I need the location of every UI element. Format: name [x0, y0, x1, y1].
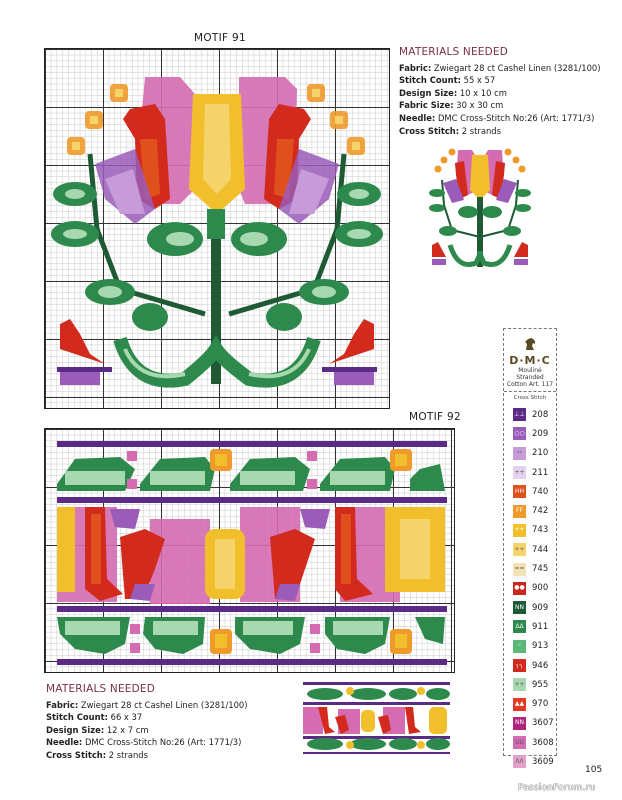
legend-item-970: [504, 694, 556, 713]
color-swatch-icon: ▲▲: [513, 698, 526, 711]
thread-code: 740: [532, 486, 549, 497]
materials-91-heading: MATERIALS NEEDED: [399, 46, 509, 58]
color-swatch-icon: ⊥⊥: [513, 408, 526, 421]
thread-legend: [503, 328, 557, 767]
color-swatch-icon: ++: [513, 543, 526, 556]
legend-item-209: [504, 424, 556, 443]
legend-rows: [504, 405, 556, 772]
legend-item-909: [504, 598, 556, 617]
materials-91-cross-stitch: Cross Stitch: 2 strands: [399, 125, 501, 136]
legend-item-3609: [504, 752, 556, 771]
color-swatch-icon: UU: [513, 736, 526, 749]
legend-item-911: [504, 617, 556, 636]
thread-code: 211: [532, 467, 549, 478]
dmc-brand: D·M·C: [509, 354, 551, 367]
thread-code: 209: [532, 428, 549, 439]
motif-91-pattern: [45, 49, 389, 408]
color-swatch-icon: NN: [513, 601, 526, 614]
dmc-subtitle-1: Mouliné Stranded: [516, 367, 544, 381]
materials-91-design-size: Design Size: 10 x 10 cm: [399, 87, 507, 98]
thread-code: 913: [532, 641, 549, 652]
motif-92-pattern: [45, 429, 454, 672]
color-swatch-icon: ○○: [513, 427, 526, 440]
materials-91-fabric: Fabric: Zwiegart 28 ct Cashel Linen (3281/100): [399, 62, 601, 73]
motif-91-chart: [44, 48, 390, 409]
thread-code: 3607: [532, 718, 554, 729]
legend-item-900: [504, 579, 556, 598]
color-swatch-icon: ┐┐: [513, 659, 526, 672]
color-swatch-icon: ++: [513, 466, 526, 479]
color-swatch-icon: ΛΛ: [513, 755, 526, 768]
thread-code: 970: [532, 699, 549, 710]
materials-91-fabric-size: Fabric Size: 30 x 30 cm: [399, 100, 504, 111]
legend-divider: [504, 391, 556, 392]
color-swatch-icon: ΔΔ: [513, 620, 526, 633]
legend-section-title: Cross Stitch: [513, 395, 547, 401]
thread-code: 909: [532, 602, 549, 613]
legend-item-3608: [504, 733, 556, 752]
materials-91: [399, 46, 619, 137]
page-number: 105: [585, 765, 603, 775]
thread-code: 208: [532, 409, 549, 420]
thread-code: 210: [532, 448, 549, 459]
color-swatch-icon: ==: [513, 563, 526, 576]
motif-92-chart: [44, 428, 455, 673]
thread-code: 955: [532, 679, 549, 690]
color-swatch-icon: ++: [513, 524, 526, 537]
materials-92-heading: MATERIALS NEEDED: [46, 683, 156, 695]
color-swatch-icon: HH: [513, 485, 526, 498]
color-swatch-icon: ››: [513, 447, 526, 460]
thread-code: 742: [532, 506, 549, 517]
thread-code: 743: [532, 525, 549, 536]
color-swatch-icon: ●●: [513, 582, 526, 595]
legend-item-743: [504, 521, 556, 540]
legend-item-744: [504, 540, 556, 559]
color-swatch-icon: ⁘: [513, 640, 526, 653]
materials-92-fabric: Fabric: Zwiegart 28 ct Cashel Linen (3281/100): [46, 699, 248, 710]
thread-code: 745: [532, 564, 549, 575]
legend-item-913: [504, 637, 556, 656]
materials-92-design-size: Design Size: 12 x 7 cm: [46, 724, 149, 735]
legend-item-208: [504, 405, 556, 424]
legend-item-946: [504, 656, 556, 675]
thread-code: 3609: [532, 756, 554, 767]
legend-item-745: [504, 559, 556, 578]
thread-code: 744: [532, 544, 549, 555]
color-swatch-icon: ++: [513, 678, 526, 691]
watermark: PassionForum.ru: [518, 783, 596, 793]
thread-code: 911: [532, 621, 549, 632]
dmc-logo: [504, 329, 556, 388]
materials-91-stitch-count: Stitch Count: 55 x 57: [399, 75, 496, 86]
legend-item-211: [504, 463, 556, 482]
materials-92-stitch-count: Stitch Count: 66 x 37: [46, 712, 143, 723]
legend-item-740: [504, 482, 556, 501]
materials-92-needle: Needle: DMC Cross-Stitch No:26 (Art: 1771/3): [46, 737, 242, 748]
legend-item-3607: [504, 714, 556, 733]
horse-head-icon: [523, 338, 537, 350]
thread-code: 946: [532, 660, 549, 671]
motif-91-title: MOTIF 91: [194, 32, 246, 44]
motif-92-preview: [303, 682, 450, 754]
materials-92-cross-stitch: Cross Stitch: 2 strands: [46, 749, 148, 760]
materials-92: [46, 683, 296, 762]
color-swatch-icon: FF: [513, 505, 526, 518]
thread-code: 3608: [532, 737, 554, 748]
dmc-subtitle-2: Cotton Art. 117: [506, 381, 554, 388]
motif-92-title: MOTIF 92: [409, 411, 461, 423]
motif-91-preview: [428, 145, 532, 280]
thread-code: 900: [532, 583, 549, 594]
legend-item-210: [504, 444, 556, 463]
legend-item-742: [504, 501, 556, 520]
color-swatch-icon: NN: [513, 717, 526, 730]
materials-91-needle: Needle: DMC Cross-Stitch No:26 (Art: 1771/3): [399, 112, 595, 123]
legend-item-955: [504, 675, 556, 694]
